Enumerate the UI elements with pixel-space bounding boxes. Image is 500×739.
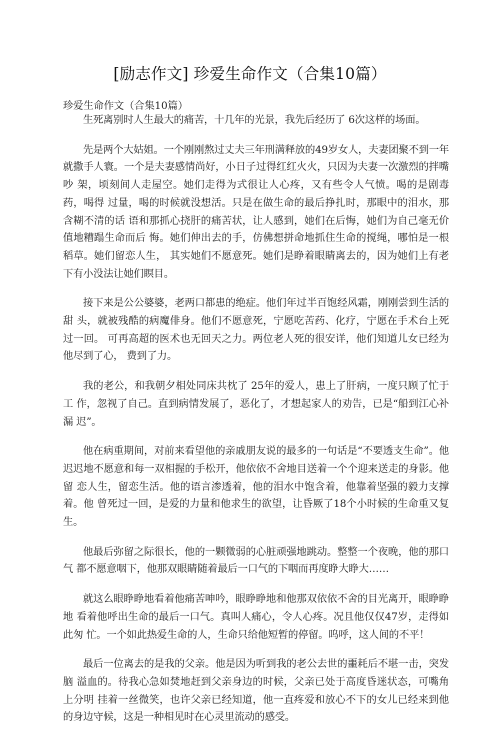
paragraph: 我的老公，和我朝夕相处同床共枕了 25年的爱人，患上了肝病，一度只顾了忙于工 作，忽视了自己。直到病情发展了，恶化了，才想起家人的劝告，已是“船到江心补漏 迟”。 [63, 381, 449, 428]
paragraph: 他最后弥留之际很长，他的一颗微弱的心脏顽强地跳动。整整一个夜晚，他的那口气 都不愿意咽下，他那双眼睛随着最后一口气的下咽而再度睁大睁大…… [63, 546, 449, 576]
document-subtitle: 珍爱生命作文（合集10篇） [63, 101, 189, 112]
paragraph: 接下来是公公婆婆，老两口都患的绝症。他们年过半百饱经风霜，刚刚尝到生活的甜 头，就被残酷的病魔俳身。他们不愿意死，宁愿吃苦药、化疗，宁愿在手术台上死过一回。 可再高超的医术也无回天之力。两位老人死的很安详，他们知道儿女已经为他尽到了心， 费到了力。 [63, 298, 449, 363]
paragraph: 就这么眼睁睁地看着他痛苦呻吟，眼睁睁地和他那双依依不舍的目光离开，眼睁睁地 看着他呼出生命的最后一口气。真叫人痛心，令人心疼。况且他仅仅47岁，走得如此匆 忙。一个如此热爱生命的人，生命只给他短暂的停留。呜呼，这人间的不平！ [63, 594, 449, 641]
paragraph: 他在病重期间，对前来看望他的亲戚朋友说的最多的一句话是“不要透支生命”。他 迟迟地不愿意和每一双相握的手松开，他依依不舍地目送着一个个迎来送走的身影。他留 恋人生，留恋生活。他的语言渗透着，他的泪水中饱含着，他靠着坚强的毅力支撑着。他 曾死过一回，是爱的力量和他求生的欲望，让昏厥了18个小时候的生命重又复生。 [63, 446, 449, 529]
paragraph: 生死离别时人生最大的痛苦，十几年的光景，我先后经历了 6次这样的场面。 [83, 115, 426, 126]
document-title: [励志作文] 珍爱生命作文（合集10篇） [113, 65, 387, 83]
document-body [63, 112, 449, 739]
paragraph: 最后一位离去的是我的父亲。他是因为听到我的老公去世的噩耗后不堪一击，突发脑 溢血的。待我心急如焚地赶到父亲身边的时候，父亲已处于高度昏迷状态，可嘴角上分明 挂着一丝微笑，也许父亲已经知道，他一直疼爱和放心不下的女儿已经来到他的身边守候，这是一种相见时在心灵里流动的感受。 [63, 659, 449, 724]
paragraph: 先是两个大姑姐。一个刚刚熬过丈夫三年刑满释放的49岁女人，夫妻团聚不到一年 就撒手人寰。一个是夫妻感情尚好，小日子过得红红火火，只因为夫妻一次激烈的拌嘴吵 架，顷刻间人走屋空。她们走得为式很让人心疼，又有些令人气愤。喝的是剧毒药，喝得 过量，喝的时候就没想活。只是在做生命的最后挣扎时，那眼中的泪水，那含糊不清的话 语和那抓心挠肝的痛苦状，让人感到，她们在后悔，她们为自己毫无价值地糟蹋生命而后 悔。她们伸出去的手，仿佛想拼命地抓住生命的搅绳，哪怕是一根稻草。她们留恋人生， 其实她们不愿意死。她们是睁着眼睛离去的，因为她们上有老下有小没法让她们瞑目。 [63, 144, 449, 280]
